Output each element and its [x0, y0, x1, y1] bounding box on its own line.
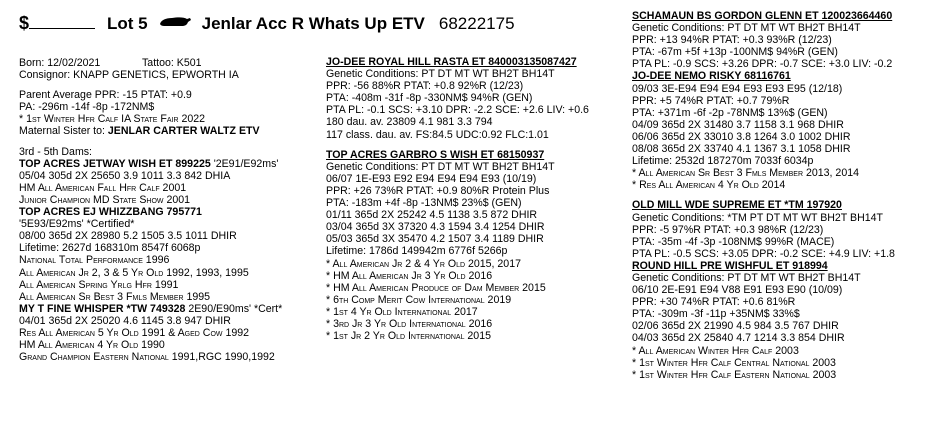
dam-4-award: All American Jr 2, 3 & 5 Yr Old 1992, 1993, 1995 — [19, 266, 249, 279]
maternal-sister-line — [19, 125, 319, 137]
maternal-granddam-award: * All American Winter Hfr Calf 2003 — [632, 344, 799, 357]
maternal-granddam-record: 04/03 365d 2X 25840 4.7 1214 3.3 854 DHIR — [632, 332, 845, 345]
price-symbol: $ — [19, 13, 30, 33]
dam-5-record: 04/01 365d 2X 25020 4.6 1145 3.8 947 DHIR — [19, 314, 231, 327]
dam-genetic-conditions: Genetic Conditions: PT DT MT WT BH2T BH14T — [326, 160, 555, 173]
maternal-granddam-classification: 06/10 2E-E91 E94 V88 E91 E93 E90 (10/09) — [632, 284, 843, 297]
sire-name: JO-DEE ROYAL HILL RASTA ET 840003135087427 — [326, 56, 577, 68]
maternal-granddam-name: ROUND HILL PRE WISHFUL ET 918994 — [632, 259, 828, 272]
maternal-grandsire-genetic-conditions: Genetic Conditions: *TM PT DT MT WT BH2T BH14T — [632, 211, 883, 224]
dam-award: * HM All American Produce of Dam Member 2015 — [326, 281, 546, 294]
maternal-granddam-award: * 1st Winter Hfr Calf Central National 2003 — [632, 356, 836, 369]
maternal-granddam-record: 02/06 365d 2X 21990 4.5 984 3.5 767 DHIR — [632, 320, 839, 333]
born-date: Born: 12/02/2021 — [19, 57, 101, 69]
dam-4-name: TOP ACRES EJ WHIZZBANG 795771 — [19, 206, 202, 219]
dam-award: * 1st Jr 2 Yr Old International 2015 — [326, 330, 491, 343]
dam-award: * 1st 4 Yr Old International 2017 — [326, 305, 478, 318]
dam-4-award: National Total Performance 1996 — [19, 254, 170, 267]
sire-genetic-conditions: Genetic Conditions: PT DT MT WT BH2T BH14T — [326, 68, 555, 81]
maternal-granddam-genetic-conditions: Genetic Conditions: PT DT MT WT BH2T BH14T — [632, 271, 861, 284]
dam-3-name: TOP ACRES JETWAY WISH ET 899225 — [19, 157, 211, 170]
dam-4-award: All American Sr Best 3 Fmls Member 1995 — [19, 290, 211, 303]
dam-4-record: 08/00 365d 2X 28980 5.2 1505 3.5 1011 DHIR — [19, 230, 237, 243]
sire-classified-daughters: 117 class. dau. av. FS:84.5 UDC:0.92 FLC:1.01 — [326, 128, 549, 141]
cow-silhouette-icon — [158, 15, 192, 29]
paternal-granddam-award: * Res All American 4 Yr Old 2014 — [632, 179, 786, 192]
consignor: Consignor: KNAPP GENETICS, EPWORTH IA — [19, 69, 239, 82]
paternal-granddam-record: 08/08 365d 2X 33740 4.1 1367 3.1 1058 DHIR — [632, 143, 851, 156]
maternal-granddam-pta: PTA: -309m -3f -11p +35NM$ 33%$ — [632, 308, 800, 321]
birth-tattoo-line — [19, 57, 319, 69]
maternal-grandsire-ppr: PPR: -5 97%R PTAT: +0.3 98%R (12/23) — [632, 223, 824, 236]
dam-classification: 06/07 1E-E93 E92 E94 E94 E94 E93 (10/19) — [326, 172, 537, 185]
maternal-sister-label: Maternal Sister to: — [19, 125, 108, 138]
paternal-grandsire-genetic-conditions: Genetic Conditions: PT DT MT WT BH2T BH14T — [632, 22, 861, 35]
dam-4-lifetime: Lifetime: 2627d 168310m 8547f 6068p — [19, 242, 201, 255]
sire-ppr: PPR: -56 88%R PTAT: +0.8 92%R (12/23) — [326, 80, 524, 93]
parent-average-pta: PA: -296m -14f -8p -172NM$ — [19, 101, 155, 114]
dam-award: * 3rd Jr 3 Yr Old International 2016 — [326, 317, 493, 330]
dam-5-award: HM All American 4 Yr Old 1990 — [19, 339, 165, 352]
animal-name: Jenlar Acc R Whats Up ETV — [201, 14, 425, 33]
paternal-granddam-classification: 09/03 3E-E94 E94 E94 E93 E93 E95 (12/18) — [632, 82, 843, 95]
dam-award: * HM All American Jr 3 Yr Old 2016 — [326, 269, 493, 282]
dam-3-record: 05/04 305d 2X 25650 3.9 1011 3.3 842 DHIA — [19, 169, 231, 182]
maternal-granddam-ppr: PPR: +30 74%R PTAT: +0.6 81%R — [632, 296, 796, 309]
dam-5-score: 2E90/E90ms' *Cert* — [185, 302, 283, 315]
paternal-grandsire-ppr: PPR: +13 94%R PTAT: +0.3 93%R (12/23) — [632, 34, 832, 47]
lot-award: * 1st Winter Hfr Calf IA State Fair 2022 — [19, 113, 206, 126]
dams-heading: 3rd - 5th Dams: — [19, 145, 93, 158]
maternal-granddam-award: * 1st Winter Hfr Calf Eastern National 2003 — [632, 368, 837, 381]
sire-dam-column — [326, 56, 626, 342]
dam-record: 03/04 365d 3X 37320 4.3 1594 3.4 1254 DHIR — [326, 221, 545, 234]
sire-pta-pl: PTA PL: -0.1 SCS: +3.10 DPR: -2.2 SCE: +2.6 LIV: +0.6 — [326, 104, 589, 117]
grandparents-column — [632, 10, 930, 381]
paternal-granddam-ppr: PPR: +5 74%R PTAT: +0.7 79%R — [632, 94, 790, 107]
tattoo: Tattoo: K501 — [142, 57, 202, 69]
dam-pta: PTA: -183m +4f -8p -13NM$ 23%$ (GEN) — [326, 197, 522, 210]
dam-5-award: Res All American 5 Yr Old 1991 & Aged Cow 1992 — [19, 326, 250, 339]
dam-record: 01/11 365d 2X 25242 4.5 1138 3.5 872 DHIR — [326, 209, 538, 222]
sire-pta: PTA: -408m -31f -8p -330NM$ 94%R (GEN) — [326, 92, 533, 105]
paternal-granddam-award: * All American Sr Best 3 Fmls Member 2013, 2014 — [632, 167, 859, 180]
dam-ppr: PPR: +26 73%R PTAT: +0.9 80%R Protein Plus — [326, 184, 550, 197]
maternal-sister-name: JENLAR CARTER WALTZ ETV — [107, 125, 260, 138]
dam-4-award: All American Spring Yrlg Hfr 1991 — [19, 278, 179, 291]
dam-3-award: Junior Champion MD State Show 2001 — [19, 193, 191, 206]
maternal-grandsire-name: OLD MILL WDE SUPREME ET *TM 197920 — [632, 199, 842, 212]
dam-4-score: '5E93/E92ms' *Certified* — [19, 218, 135, 231]
lot-header — [19, 12, 515, 34]
dam-5-name: MY T FINE WHISPER *TW 749328 — [19, 302, 186, 315]
dam-3-title — [19, 158, 319, 170]
dam-5-award: Grand Champion Eastern National 1991,RGC 1990,1992 — [19, 351, 275, 364]
registration-number: 68222175 — [438, 14, 515, 33]
dam-record: 05/03 365d 3X 35470 4.2 1507 3.4 1189 DHIR — [326, 233, 544, 246]
dam-3-award: HM All American Fall Hfr Calf 2001 — [19, 181, 187, 194]
dam-5-title — [19, 303, 319, 315]
sire-daughter-average: 180 dau. av. 23809 4.1 981 3.3 794 — [326, 116, 493, 129]
dam-3-score: '2E91/E92ms' — [210, 157, 279, 170]
maternal-grandsire-pta: PTA: -35m -4f -3p -108NM$ 99%R (MACE) — [632, 235, 835, 248]
lot-number: Lot 5 — [107, 14, 148, 33]
paternal-granddam-lifetime: Lifetime: 2532d 187270m 7033f 6034p — [632, 155, 814, 168]
paternal-granddam-pta: PTA: +371m -6f -2p -78NM$ 13%$ (GEN) — [632, 106, 828, 119]
paternal-granddam-record: 06/06 365d 2X 33010 3.8 1264 3.0 1002 DHIR — [632, 130, 851, 143]
lot-details-column — [19, 57, 319, 363]
paternal-granddam-record: 04/09 365d 2X 31480 3.7 1158 3.1 968 DHIR — [632, 118, 844, 131]
dam-award: * All American Jr 2 & 4 Yr Old 2015, 2017 — [326, 257, 521, 270]
paternal-grandsire-pta-pl: PTA PL: -0.9 SCS: +3.26 DPR: -0.7 SCE: +3.0 LIV: -0.2 — [632, 58, 893, 71]
paternal-grandsire-pta: PTA: -67m +5f +13p -100NM$ 94%R (GEN) — [632, 46, 838, 59]
maternal-grandsire-pta-pl: PTA PL: -0.5 SCS: +3.05 DPR: -0.2 SCE: +4.9 LIV: +1.8 — [632, 247, 895, 260]
dam-name: TOP ACRES GARBRO S WISH ET 68150937 — [326, 148, 545, 161]
parent-average: Parent Average PPR: -15 PTAT: +0.9 — [19, 89, 192, 102]
paternal-grandsire-name: SCHAMAUN BS GORDON GLENN ET 120023664460 — [632, 10, 893, 22]
dam-award: * 6th Comp Merit Cow International 2019 — [326, 293, 512, 306]
price-blank — [29, 14, 95, 29]
dam-lifetime: Lifetime: 1786d 149942m 6776f 5266p — [326, 245, 508, 258]
paternal-granddam-name: JO-DEE NEMO RISKY 68116761 — [632, 70, 791, 83]
